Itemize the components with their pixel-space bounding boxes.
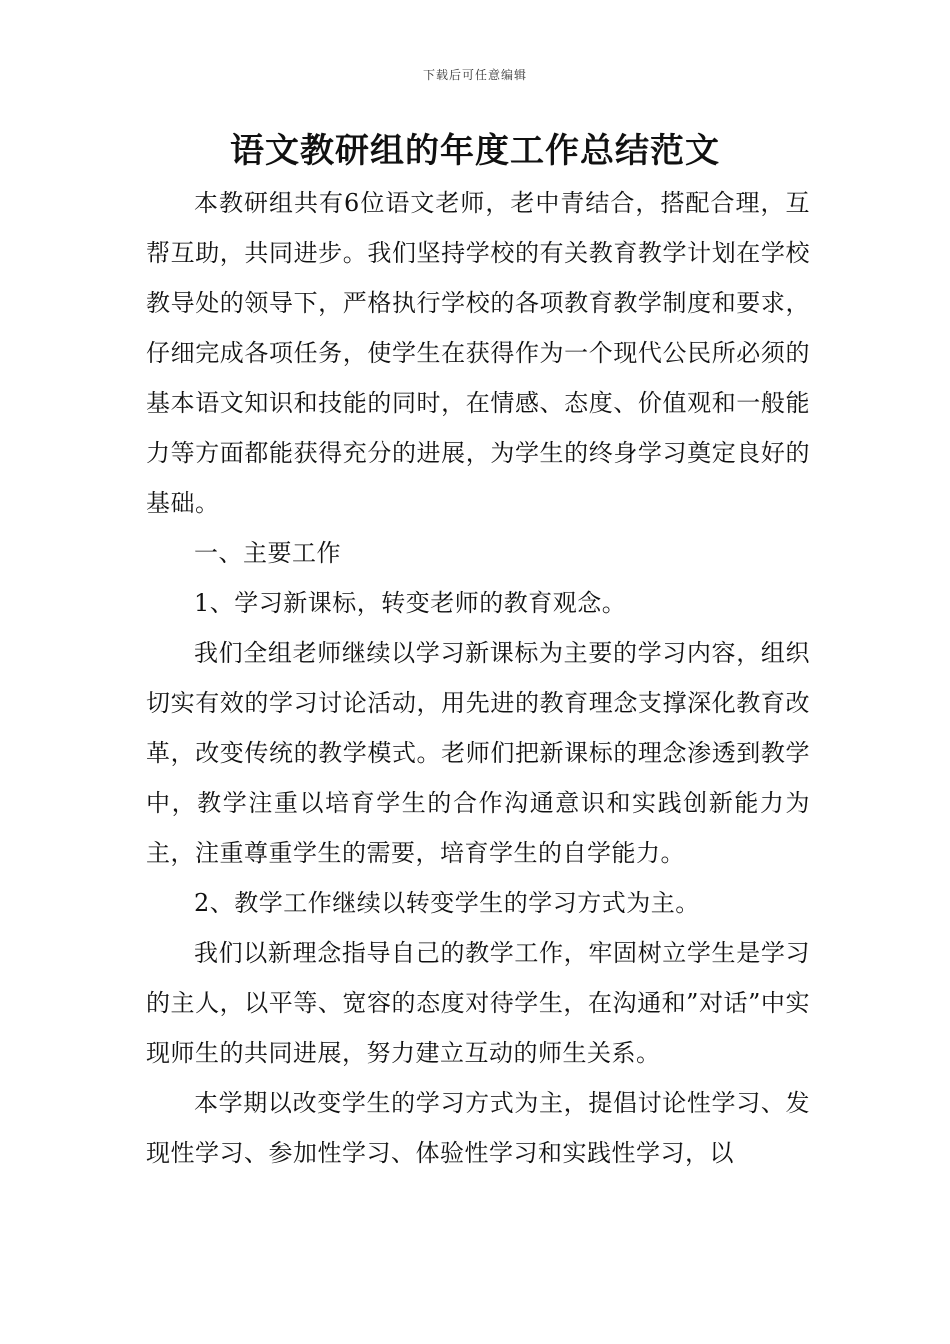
paragraph-learning-methods: 本学期以改变学生的学习方式为主，提倡讨论性学习、发现性学习、参加性学习、体验性学习和实践性学习，以: [146, 1089, 810, 1167]
document-body: [146, 178, 810, 1178]
section-heading-main-work: 一、主要工作: [194, 539, 341, 567]
subheading-teaching-work: 2、教学工作继续以转变学生的学习方式为主。: [194, 889, 700, 917]
document-title: 语文教研组的年度工作总结范文: [230, 131, 720, 171]
subheading-new-curriculum: 1、学习新课标，转变老师的教育观念。: [194, 589, 627, 617]
paragraph-intro: 本教研组共有6位语文老师，老中青结合，搭配合理，互帮互助，共同进步。我们坚持学校的有关教育教学计划在学校教导处的领导下，严格执行学校的各项教育教学制度和要求，仔细完成各项任务，使学生在获得作为一个现代公民所必须的基本语文知识和技能的同时，在情感、态度、价值观和一般能力等方面都能获得充分的进展，为学生的终身学习奠定良好的基础。: [146, 189, 810, 517]
paragraph-curriculum-study: 我们全组老师继续以学习新课标为主要的学习内容，组织切实有效的学习讨论活动，用先进的教育理念支撑深化教育改革，改变传统的教学模式。老师们把新课标的理念渗透到教学中，教学注重以培育学生的合作沟通意识和实践创新能力为主，注重尊重学生的需要，培育学生的自学能力。: [146, 639, 810, 867]
paragraph-teaching-philosophy: 我们以新理念指导自己的教学工作，牢固树立学生是学习的主人，以平等、宽容的态度对待学生，在沟通和”对话”中实现师生的共同进展，努力建立互动的师生关系。: [146, 939, 810, 1067]
header-note: 下载后可任意编辑: [422, 68, 527, 82]
